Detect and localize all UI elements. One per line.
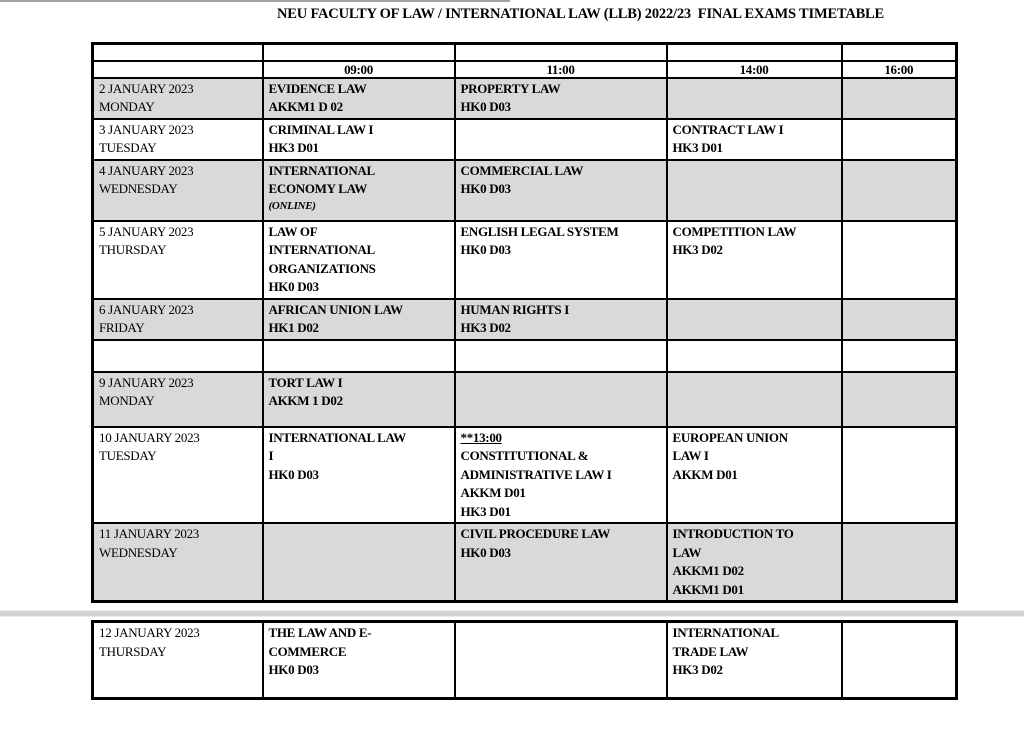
timetable-row (93, 160, 957, 221)
course-cell (842, 299, 957, 340)
text-line: HK0 D03 (268, 662, 319, 677)
text-line: HK3 D01 (268, 140, 319, 155)
text-line: ORGANIZATIONS (268, 260, 376, 276)
text-line: THURSDAY (99, 242, 167, 257)
time-header-0900: 09:00 (263, 61, 455, 78)
course-cell (667, 299, 842, 340)
course-cell (263, 221, 455, 299)
timetable-row (93, 622, 957, 699)
text-line: AKKM D01 (460, 485, 526, 500)
text-line: HK0 D03 (460, 99, 511, 114)
course-cell (455, 427, 667, 524)
time-header-1400: 14:00 (667, 61, 842, 78)
course-cell (455, 221, 667, 299)
text-line: TUESDAY (99, 448, 157, 463)
text-line: TORT LAW I (268, 374, 343, 390)
text-line: HK3 D01 (672, 140, 723, 155)
text-line: MONDAY (99, 393, 155, 408)
text-line: HK0 D03 (460, 181, 511, 196)
text-line: LAW OF (268, 223, 318, 239)
text-line: 10 JANUARY 2023 (99, 429, 200, 445)
course-cell (667, 372, 842, 427)
text-line: EVIDENCE LAW (268, 80, 367, 96)
date-cell (93, 340, 263, 372)
course-cell (455, 299, 667, 340)
text-line: EUROPEAN UNION (672, 429, 788, 445)
timetable-row (93, 299, 957, 340)
date-cell (93, 427, 263, 524)
course-cell (667, 427, 842, 524)
timetable-row (93, 427, 957, 524)
text-line: WEDNESDAY (99, 181, 178, 196)
text-line: TUESDAY (99, 140, 157, 155)
course-cell (667, 523, 842, 602)
date-cell (93, 622, 263, 699)
course-cell (667, 340, 842, 372)
text-line: CRIMINAL LAW I (268, 121, 374, 137)
empty-cell (263, 44, 455, 61)
text-line: AKKM1 D 02 (268, 99, 343, 114)
text-line: HK0 D03 (460, 544, 511, 560)
empty-cell (93, 61, 263, 78)
text-line: (ONLINE) (268, 199, 316, 212)
course-cell (667, 119, 842, 160)
text-line: INTRODUCTION TO (672, 526, 794, 541)
text-line: AKKM 1 D02 (268, 393, 343, 408)
text-line: CONTRACT LAW I (672, 121, 784, 137)
text-line: I (268, 448, 274, 463)
date-cell (93, 299, 263, 340)
course-cell (842, 78, 957, 119)
date-cell (93, 119, 263, 160)
text-line: HK3 D01 (460, 503, 511, 519)
course-cell (263, 523, 455, 602)
text-line: THURSDAY (99, 643, 167, 659)
course-cell (667, 78, 842, 119)
text-line: INTERNATIONAL (268, 242, 375, 257)
text-line: CIVIL PROCEDURE LAW (460, 526, 611, 541)
time-header-1100: 11:00 (455, 61, 667, 78)
text-line: AKKM D01 (672, 466, 738, 482)
text-line: FRIDAY (99, 320, 145, 335)
text-line: HUMAN RIGHTS I (460, 301, 569, 317)
timetable-row (93, 78, 957, 119)
date-cell (93, 78, 263, 119)
course-cell (842, 622, 957, 699)
text-line: LAW I (672, 448, 709, 463)
course-cell (263, 340, 455, 372)
course-cell (455, 622, 667, 699)
exam-table-page2 (91, 620, 958, 700)
timetable-body-page1 (93, 78, 957, 602)
text-line: WEDNESDAY (99, 544, 178, 560)
text-line: AFRICAN UNION LAW (268, 301, 403, 317)
text-line: COMMERCE (268, 643, 347, 659)
date-cell (93, 523, 263, 602)
date-cell (93, 372, 263, 427)
course-cell (263, 119, 455, 160)
course-cell (455, 340, 667, 372)
text-line: AKKM1 D01 (672, 581, 744, 597)
course-cell (667, 622, 842, 699)
course-cell (455, 160, 667, 221)
spacer-row (93, 340, 957, 372)
text-line: 11 JANUARY 2023 (99, 526, 199, 541)
text-line: INTERNATIONAL (268, 162, 375, 178)
empty-cell (93, 44, 263, 61)
course-cell (263, 299, 455, 340)
text-line: HK3 D02 (672, 242, 723, 257)
course-cell (263, 622, 455, 699)
course-cell (842, 221, 957, 299)
text-line: INTERNATIONAL LAW (268, 429, 406, 445)
exam-table-page1 (91, 42, 958, 603)
text-line: HK0 D03 (268, 279, 319, 294)
text-line: ENGLISH LEGAL SYSTEM (460, 223, 619, 239)
text-line: THE LAW AND E- (268, 625, 372, 640)
course-cell (667, 160, 842, 221)
timetable-row (93, 372, 957, 427)
page-title: NEU FACULTY OF LAW / INTERNATIONAL LAW (LLB) 2022/23 FINAL EXAMS TIMETABLE (277, 6, 884, 22)
text-line: COMPETITION LAW (672, 223, 797, 239)
text-line: LAW (672, 544, 702, 560)
text-line: AKKM1 D02 (672, 563, 744, 578)
text-line: 2 JANUARY 2023 (99, 80, 194, 96)
text-line: COMMERCIAL LAW (460, 162, 584, 178)
text-line: PROPERTY LAW (460, 80, 561, 96)
time-header-1600: 16:00 (842, 61, 957, 78)
text-line: ADMINISTRATIVE LAW I (460, 466, 612, 482)
timetable-row (93, 221, 957, 299)
text-line: 6 JANUARY 2023 (99, 301, 194, 317)
timetable-row (93, 119, 957, 160)
date-cell (93, 160, 263, 221)
text-line: HK3 D02 (672, 662, 723, 677)
empty-cell (667, 44, 842, 61)
text-line: **13:00 (460, 429, 502, 445)
text-line: HK0 D03 (268, 466, 319, 482)
page-break-divider (0, 610, 1024, 617)
text-line: 3 JANUARY 2023 (99, 121, 194, 137)
text-line: MONDAY (99, 99, 155, 114)
text-line: TRADE LAW (672, 643, 749, 659)
text-line: 4 JANUARY 2023 (99, 162, 194, 178)
timetable-row (93, 523, 957, 602)
text-line: 12 JANUARY 2023 (99, 625, 200, 640)
text-line: HK1 D02 (268, 320, 319, 335)
empty-cell (455, 44, 667, 61)
time-header-row (93, 61, 957, 78)
course-cell (842, 160, 957, 221)
course-cell (455, 119, 667, 160)
text-line: CONSTITUTIONAL & (460, 448, 589, 463)
course-cell (263, 372, 455, 427)
course-cell (842, 340, 957, 372)
text-line: HK3 D02 (460, 320, 511, 335)
text-line: HK0 D03 (460, 242, 511, 257)
text-line: 5 JANUARY 2023 (99, 223, 194, 239)
text-line: INTERNATIONAL (672, 625, 779, 640)
text-line: ECONOMY LAW (268, 181, 367, 196)
course-cell (455, 372, 667, 427)
course-cell (842, 372, 957, 427)
course-cell (842, 523, 957, 602)
course-cell (842, 119, 957, 160)
timetable-body-page2 (93, 622, 957, 699)
text-line: 9 JANUARY 2023 (99, 374, 194, 390)
course-cell (263, 427, 455, 524)
course-cell (842, 427, 957, 524)
course-cell (455, 523, 667, 602)
course-cell (455, 78, 667, 119)
date-cell (93, 221, 263, 299)
course-cell (667, 221, 842, 299)
empty-cell (842, 44, 957, 61)
window-top-edge (0, 0, 510, 2)
course-cell (263, 160, 455, 221)
course-cell (263, 78, 455, 119)
header-spacer-row (93, 44, 957, 61)
